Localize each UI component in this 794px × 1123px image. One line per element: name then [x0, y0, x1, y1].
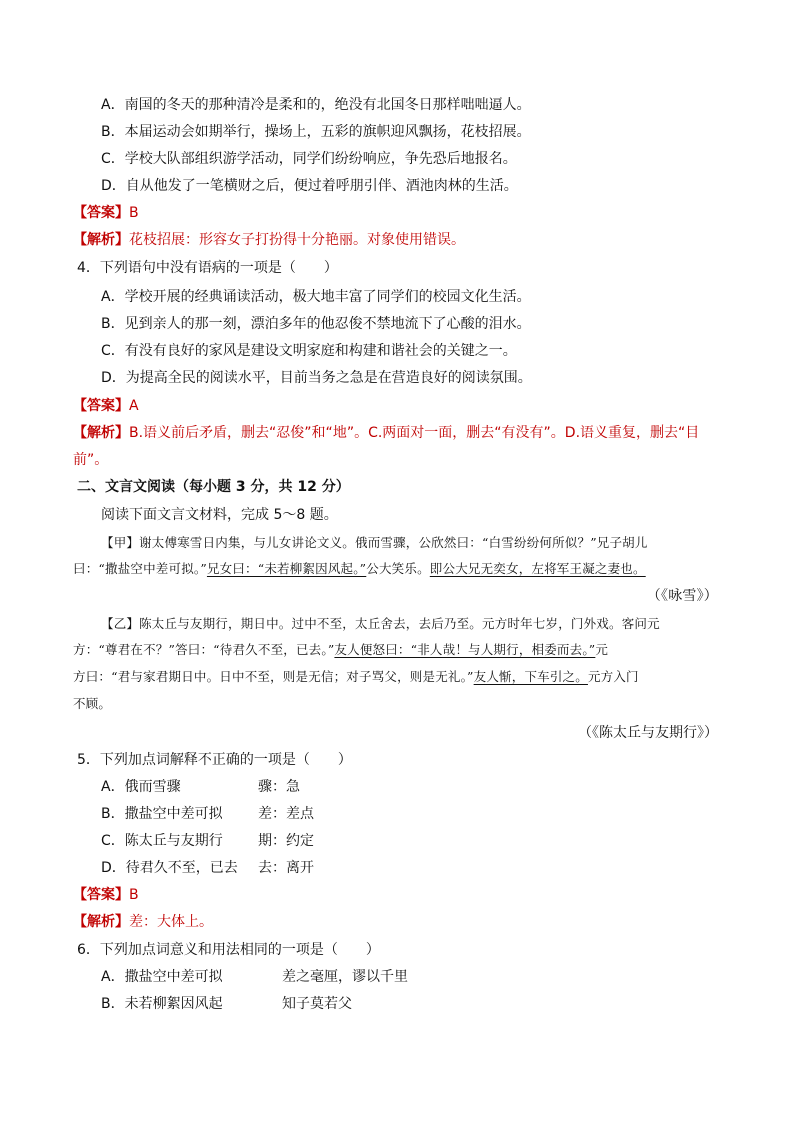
answer-value: B: [129, 887, 139, 903]
q6-option-b-compare: 知子莫若父: [282, 996, 352, 1012]
yi-text: 元方入门: [587, 669, 639, 684]
q5-option-c: [101, 832, 223, 850]
option-left: C．陈太丘与友期行: [101, 833, 223, 849]
q3-option-d: D．自从他发了一笔横财之后，便过着呼朋引伴、酒池肉林的生活。: [101, 178, 518, 194]
q3-option-b: B．本届运动会如期举行，操场上，五彩的旗帜迎风飘扬，花枝招展。: [101, 124, 531, 140]
jia-text: 曰：“撒盐空中差可拟。”: [73, 561, 207, 576]
q4-option-b: B．见到亲人的那一刻，漂泊多年的他忍俊不禁地流下了心酸的泪水。: [101, 316, 531, 332]
jia-text: 公大笑乐。: [366, 561, 430, 576]
analysis-text: B.语义前后矛盾，删去“忍俊”和“地”。C.两面对一面，删去“有没有”。D.语义重复，删去“目: [129, 425, 700, 441]
yi-text: 方：“尊君在不？”答曰：“待君久不至，已去。”: [73, 642, 335, 657]
q5-option-a-gloss: 骤：急: [258, 779, 300, 795]
q6-option-a: A．撒盐空中差可拟: [101, 969, 223, 985]
section-intro: 阅读下面文言文材料，完成 5～8 题。: [101, 507, 338, 523]
answer-label: 【答案】: [73, 887, 129, 903]
q6-option-b: B．未若柳絮因风起: [101, 996, 223, 1012]
q4-analysis: [73, 424, 699, 442]
answer-value: B: [129, 205, 139, 221]
q3-option-a: A．南国的冬天的那种清冷是柔和的，绝没有北国冬日那样咄咄逼人。: [101, 97, 531, 113]
passage-yi-line3: [73, 668, 639, 686]
q6-stem: 6．下列加点词意义和用法相同的一项是（ ）: [77, 942, 380, 958]
q5-stem: 5．下列加点词解释不正确的一项是（ ）: [77, 752, 352, 768]
q5-option-b-gloss: 差：差点: [258, 806, 314, 822]
q4-analysis-continued: 前”。: [73, 452, 109, 468]
q5-option-d: [101, 859, 238, 877]
yi-underlined-sentence: 友人便怒曰：“非人哉！与人期行，相委而去。”: [334, 642, 596, 657]
q5-analysis: [73, 913, 213, 931]
passage-yi-line2: [73, 641, 608, 659]
analysis-label: 【解析】: [73, 232, 129, 248]
q3-option-c: C．学校大队部组织游学活动，同学们纷纷响应，争先恐后地报名。: [101, 151, 517, 167]
answer-label: 【答案】: [73, 398, 129, 414]
answer-label: 【答案】: [73, 205, 129, 221]
yi-text: 元: [595, 642, 609, 657]
analysis-text: 花枝招展：形容女子打扮得十分艳丽。对象使用错误。: [129, 232, 465, 248]
q3-answer: [73, 204, 139, 222]
q3-analysis: [73, 231, 465, 249]
q5-option-d-gloss: 去：离开: [258, 860, 314, 876]
yi-text: 方曰：“君与家君期日中。日中不至，则是无信；对子骂父，则是无礼。”: [73, 669, 474, 684]
option-left: A．俄而雪骤: [101, 779, 181, 795]
passage-jia-line1: 【甲】谢太傅寒雪日内集，与儿女讲论文义。俄而雪骤，公欣然曰：“白雪纷纷何所似？”兄子胡儿: [101, 535, 648, 550]
passage-jia-line2: [73, 560, 646, 578]
passage-yi-line1: 【乙】陈太丘与友期行，期日中。过中不至，太丘舍去，去后乃至。元方时年七岁，门外戏。客问元: [101, 616, 660, 631]
q4-answer: [73, 397, 139, 415]
q4-stem: 4．下列语句中没有语病的一项是（ ）: [77, 260, 338, 276]
jia-underlined-sentence: 即公大兄无奕女，左将军王凝之妻也。: [429, 561, 646, 576]
q4-option-c: C．有没有良好的家风是建设文明家庭和构建和谐社会的关键之一。: [101, 343, 517, 359]
q5-answer: [73, 886, 139, 904]
answer-value: A: [129, 398, 139, 414]
option-left: D．待君久不至，已去: [101, 860, 238, 876]
option-left: B．撒盐空中差可拟: [101, 806, 223, 822]
passage-yi-line4: 不顾。: [73, 696, 112, 711]
jia-underlined-sentence: 兄女曰：“未若柳絮因风起。”: [206, 561, 367, 576]
analysis-label: 【解析】: [73, 914, 129, 930]
analysis-text: 差：大体上。: [129, 914, 213, 930]
analysis-label: 【解析】: [73, 425, 129, 441]
q5-option-c-gloss: 期：约定: [258, 833, 314, 849]
q4-option-d: D．为提高全民的阅读水平，目前当务之急是在营造良好的阅读氛围。: [101, 370, 532, 386]
passage-jia-source: （《咏雪》）: [646, 588, 718, 604]
section-heading: 二、文言文阅读（每小题 3 分，共 12 分）: [77, 479, 350, 495]
q4-option-a: A．学校开展的经典诵读活动，极大地丰富了同学们的校园文化生活。: [101, 289, 531, 305]
q6-option-a-compare: 差之毫厘，谬以千里: [282, 969, 408, 985]
yi-underlined-sentence: 友人惭，下车引之。: [473, 669, 588, 684]
q5-option-b: [101, 805, 223, 823]
passage-yi-source: （《陈太丘与友期行》）: [578, 725, 718, 741]
q5-option-a: [101, 778, 181, 796]
